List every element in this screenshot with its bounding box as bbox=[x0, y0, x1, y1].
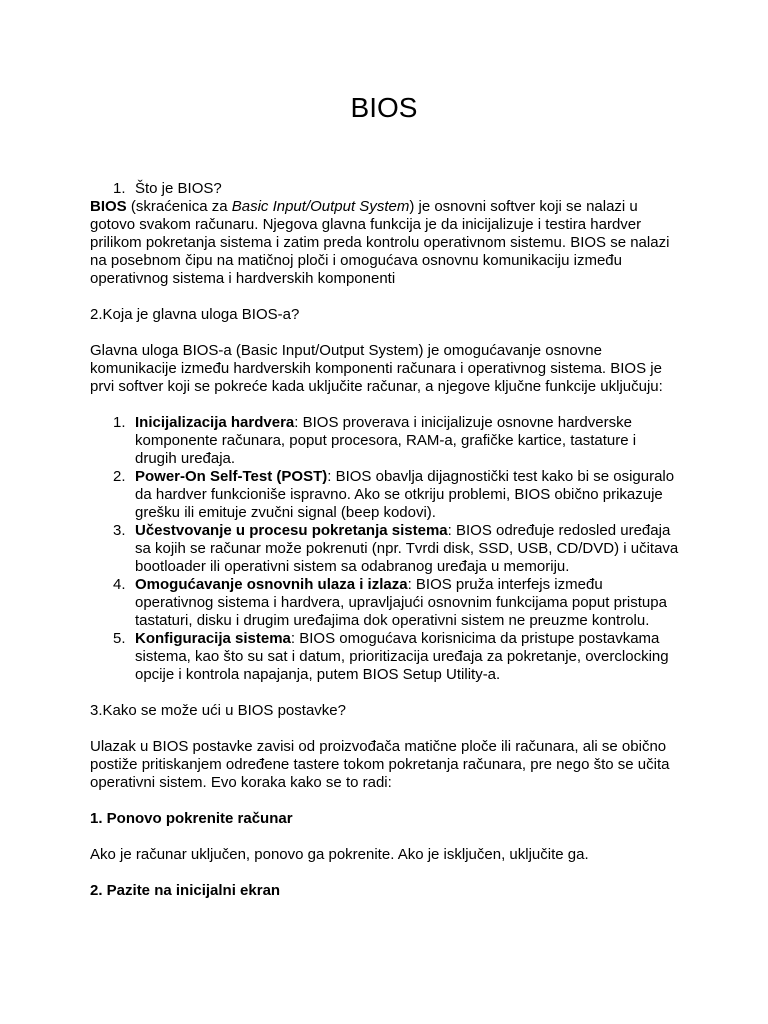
list-item-text: : BIOS obavlja dijagnostički test kako bi se osiguralo da hardver funkcioniše ispravno. Ako se otkriju problemi, BIOS obično prikazuje grešku ili emituje zvučni signal (beep kodovi). bbox=[135, 468, 675, 521]
intro-pre-italic: (skraćenica za bbox=[126, 198, 232, 215]
list-item-text: : BIOS određuje redosled uređaja sa kojih se računar može pokrenuti (npr. Tvrdi disk, SSD, USB, CD/DVD) i učitava bootloader ili operativni sistem sa odabranog uređaja u memoriju. bbox=[135, 522, 679, 575]
list-item-term: Omogućavanje osnovnih ulaza i izlaza bbox=[135, 576, 408, 593]
list-item-text: : BIOS proverava i inicijalizuje osnovne hardverske komponente računara, poput procesora, RAM-a, grafičke kartice, tastature i drugih uređaja. bbox=[135, 414, 637, 467]
step-1-text: Ako je računar uključen, ponovo ga pokrenite. Ako je isključen, uključite ga. bbox=[90, 846, 589, 863]
intro-term: BIOS bbox=[90, 198, 127, 215]
list-item-text: : BIOS omogućava korisnicima da pristupe postavkama sistema, kao što su sat i datum, prioritizacija uređaja za pokretanje, overclocking opcije i kontrola napajanja, putem BIOS Setup Utility-a. bbox=[135, 630, 669, 683]
step-1-heading-text: 1. Ponovo pokrenite računar bbox=[90, 810, 293, 827]
step-1-heading bbox=[90, 810, 680, 828]
list-item-number: 5. bbox=[113, 630, 126, 647]
list-item bbox=[90, 414, 680, 468]
list-item-number: 3. bbox=[113, 522, 126, 539]
list-item bbox=[90, 522, 680, 576]
list-item-term: Power-On Self-Test (POST) bbox=[135, 468, 328, 485]
question-2-paragraph: Glavna uloga BIOS-a (Basic Input/Output System) je omogućavanje osnovne komunikacije između hardverskih komponenti računara i operativnog sistema. BIOS je prvi softver koji se pokreće kada uključite računar, a njegove ključne funkcije uključuju: bbox=[90, 342, 663, 395]
list-item-number: 2. bbox=[113, 468, 126, 485]
question-3-paragraph: Ulazak u BIOS postavke zavisi od proizvođača matične ploče ili računara, ali se obično postiže pritiskanjem određene tastere tokom pokretanja računara, pre nego što se učita operativni sistem. Evo koraka kako se to radi: bbox=[90, 738, 670, 791]
list-item bbox=[90, 468, 680, 522]
question-1 bbox=[90, 180, 680, 198]
question-3: 3.Kako se može ući u BIOS postavke? bbox=[90, 702, 346, 719]
list-item-text: : BIOS pruža interfejs između operativnog sistema i hardvera, upravljajući osnovnim funkcijama poput pristupa tastaturi, disku i drugim uređajima dok operativni sistem ne preuzme kontrolu. bbox=[135, 576, 667, 629]
intro-italic: Basic Input/Output System bbox=[231, 198, 410, 215]
intro-paragraph bbox=[90, 198, 680, 288]
functions-list bbox=[90, 414, 680, 684]
question-2: 2.Koja je glavna uloga BIOS-a? bbox=[90, 306, 300, 323]
page-title: BIOS bbox=[350, 92, 418, 123]
intro-rest: ) je osnovni softver koji se nalazi u gotovo svakom računaru. Njegova glavna funkcija je da inicijalizuje i testira hardver prilikom pokretanja sistema i zatim preda kontrolu operativnom sistemu. BIOS se nalazi na posebnom čipu na matičnoj ploči i omogućava osnovnu komunikaciju između operativnog sistema i hardverskih komponenti bbox=[90, 198, 670, 287]
list-item-term: Konfiguracija sistema bbox=[135, 630, 291, 647]
question-1-number: 1. bbox=[113, 180, 126, 197]
list-item-number: 4. bbox=[113, 576, 126, 593]
document-body bbox=[90, 180, 680, 918]
list-item bbox=[90, 576, 680, 630]
step-2-heading-text: 2. Pazite na inicijalni ekran bbox=[90, 882, 281, 899]
list-item bbox=[90, 630, 680, 684]
list-item-term: Učestvovanje u procesu pokretanja sistema bbox=[135, 522, 448, 539]
question-1-text: Što je BIOS? bbox=[135, 180, 222, 197]
step-2-heading bbox=[90, 882, 680, 900]
list-item-term: Inicijalizacija hardvera bbox=[135, 414, 295, 431]
list-item-number: 1. bbox=[113, 414, 126, 431]
